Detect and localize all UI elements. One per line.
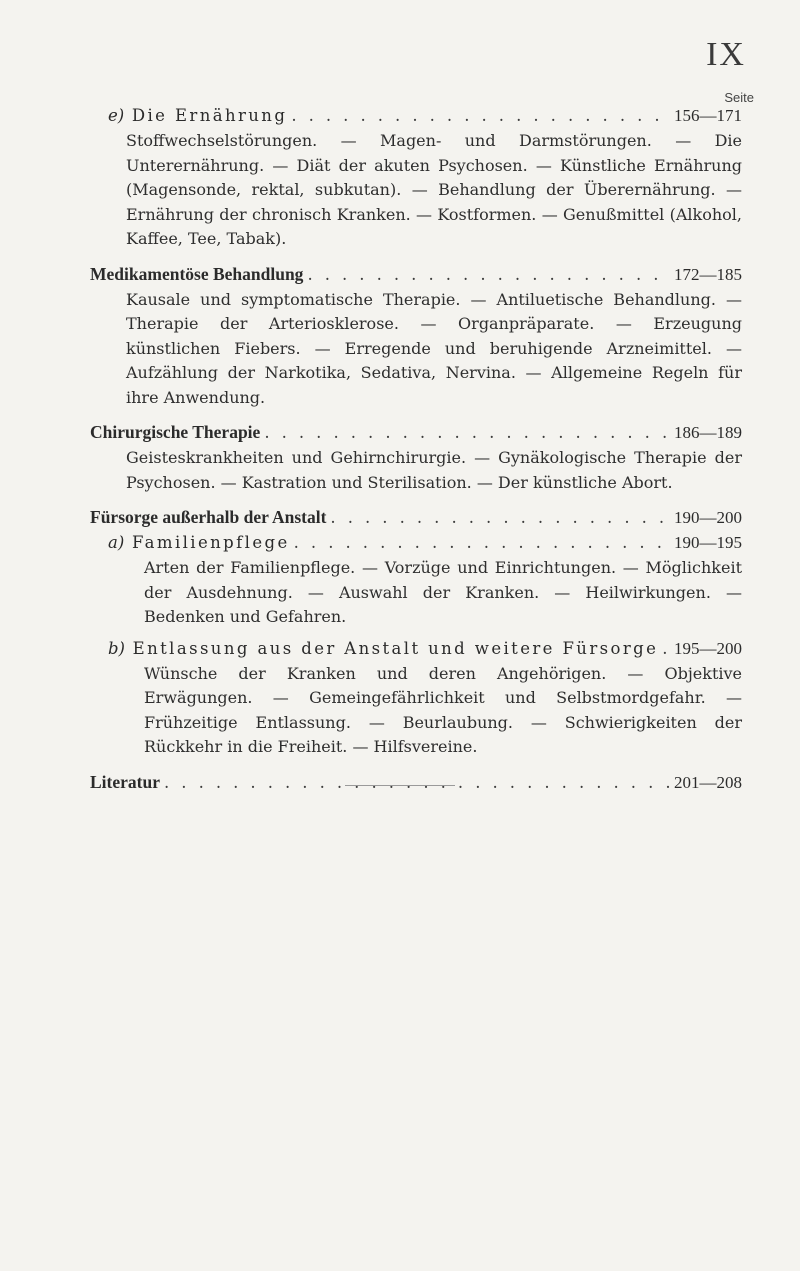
toc-entry-chirurgische-therapie[interactable] — [90, 420, 742, 445]
toc-entry-label: e) — [108, 106, 125, 125]
toc-entry-label: a) — [108, 533, 125, 552]
table-of-contents — [90, 103, 742, 795]
toc-entry-pages: 190—195 — [674, 533, 742, 552]
toc-entry-pages: 172—185 — [674, 264, 742, 284]
toc-entry-description: Wünsche der Kranken und deren Angehörigen. — Objektive Erwägungen. — Gemeingefährlichkeit und Selbstmordgefahr. — Frühzeitige Entlassung. — Beurlaubung. — Schwierigkeiten der Rückkehr in die Freiheit. — Hilfsvereine. — [144, 663, 742, 756]
dot-leader — [330, 505, 670, 530]
toc-entry-title: Medikamentöse Behandlung — [90, 263, 304, 284]
toc-entry-title: a) Familienpflege — [108, 533, 290, 552]
dot-leader — [294, 530, 670, 555]
toc-entry-description: Arten der Familienpflege. — Vorzüge und Einrichtungen. — Möglichkeit der Ausdehnung. — Auswahl der Kranken. — Heilwirkungen. — Bedenken und Gefahren. — [144, 558, 742, 626]
toc-entry-description: Kausale und symptomatische Therapie. — Antiluetische Behandlung. — Therapie der Arteriosklerose. — Organpräparate. — Erzeugung künstlichen Fiebers. — Erregende und beruhigende Arzneimittel. — Aufzählung der Narkotika, Sedativa, Nervina. — Allgemeine Regeln für ihre Anwendung. — [126, 289, 742, 407]
dot-leader — [291, 103, 670, 128]
toc-entry-familienpflege[interactable] — [90, 530, 742, 555]
toc-entry-title: e) Die Ernährung — [108, 106, 288, 125]
toc-entry-title: Fürsorge außerhalb der Anstalt — [90, 507, 327, 527]
toc-entry-ernaehrung[interactable] — [90, 103, 742, 128]
toc-entry-title: Chirurgische Therapie — [90, 422, 261, 442]
column-heading-seite: Seite — [724, 90, 754, 105]
toc-entry-description: Stoffwechselstörungen. — Magen- und Darmstörungen. — Die Unterernährung. — Diät der akuten Psychosen. — Künstliche Ernährung (Magensonde, rektal, subkutan). — Behandlung der Überernährung. — Ernährung der chronisch Kranken. — Kostformen. — Genußmittel (Alkohol, Kaffee, Tee, Tabak). — [126, 131, 742, 248]
dot-leader — [264, 420, 670, 445]
toc-entry-pages: 195—200 — [674, 638, 742, 658]
toc-entry-description: Geisteskrankheiten und Gehirnchirurgie. — Gynäkologische Therapie der Psychosen. — Kastration und Sterilisation. — Der künstliche Abort. — [126, 448, 742, 492]
toc-entry-title: b) Entlassung aus der Anstalt und weitere Fürsorge — [108, 638, 659, 658]
toc-entry-medikamentoese-behandlung[interactable] — [90, 262, 742, 287]
toc-entry-literatur[interactable] — [90, 770, 742, 795]
dot-leader — [164, 770, 670, 795]
toc-entry-title: Literatur — [90, 771, 160, 792]
page-number: IX — [706, 36, 746, 73]
toc-entry-pages: 201—208 — [674, 772, 742, 792]
toc-entry-pages: 190—200 — [674, 508, 742, 527]
toc-entry-pages: 186—189 — [674, 423, 742, 442]
toc-entry-pages: 156—171 — [674, 106, 742, 125]
dot-leader — [307, 262, 670, 287]
toc-entry-entlassung[interactable] — [90, 636, 742, 661]
toc-entry-label: b) — [108, 638, 125, 658]
dot-leader — [662, 636, 670, 661]
divider-rule — [345, 785, 455, 786]
toc-entry-fuersorge[interactable] — [90, 505, 742, 530]
